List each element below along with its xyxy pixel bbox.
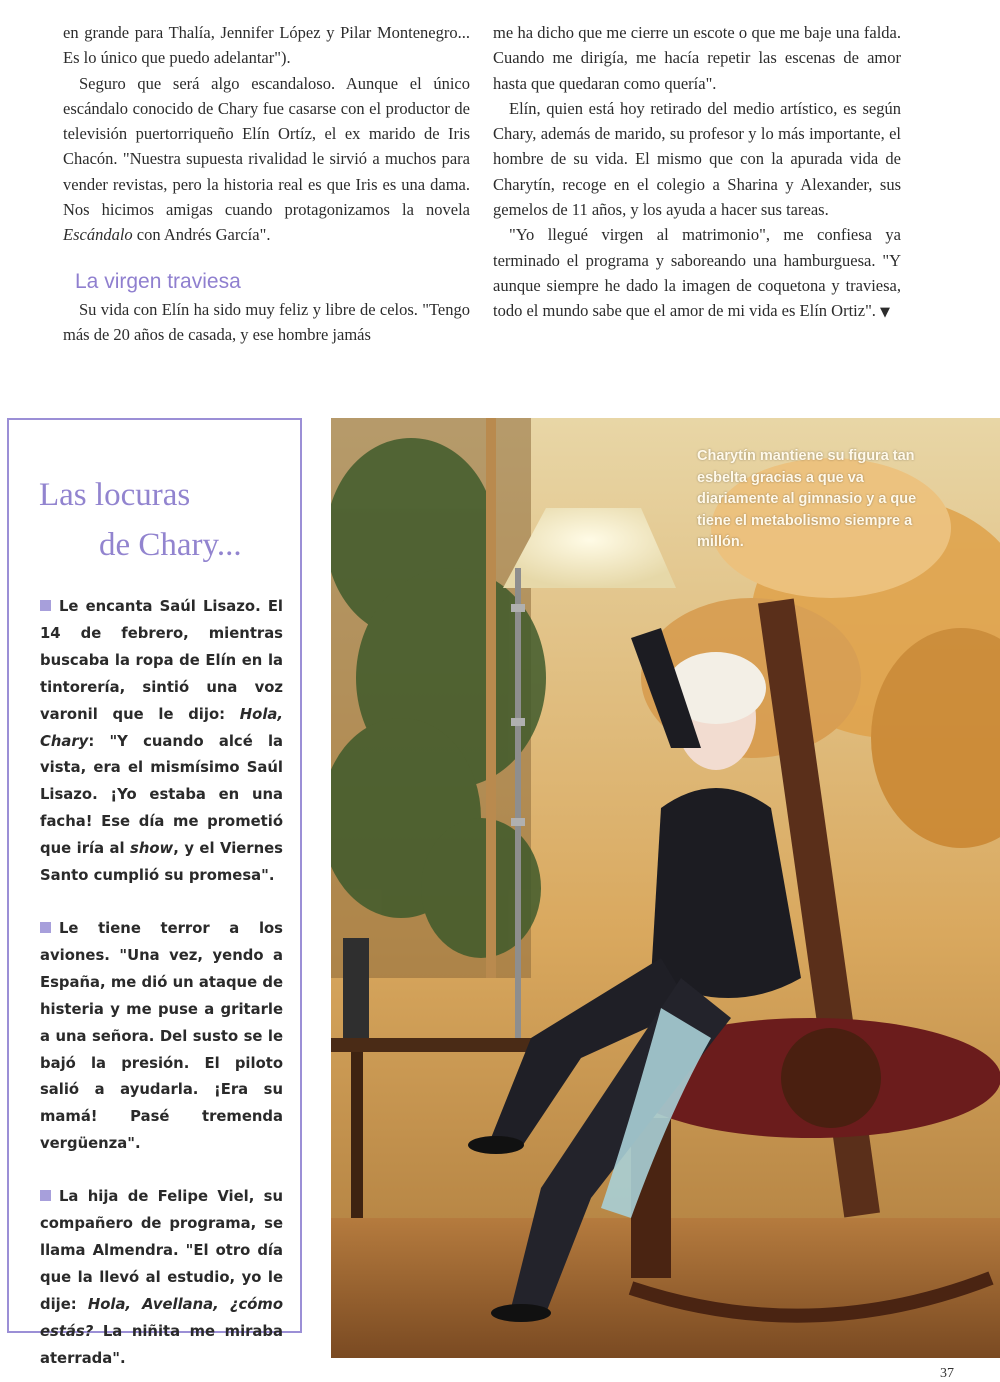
sidebar-item-quote: Hola, Avellana, ¿cómo estás? <box>40 1295 283 1340</box>
sidebar-title <box>39 470 300 570</box>
sidebar-item-text: La hija de Felipe Viel, su compañero de programa, se llama Almendra. "El otro día que la llevó al estudio, yo le dije: <box>40 1188 283 1313</box>
novel-title: Escándalo <box>63 225 133 245</box>
square-bullet-icon <box>40 922 51 933</box>
candle-holder <box>343 938 369 1038</box>
window-mullion <box>486 418 496 978</box>
article-paragraph: Elín, quien está hoy retirado del medio artístico, es según Chary, además de marido, su profesor y lo más importante, el hombre de su vida. El mismo que con la apurada vida de Charytín, recoge en el colegio a Sharina y Alexander, sus gemelos de 11 años, y los ayuda a hacer sus tareas. <box>493 98 901 220</box>
article-photo <box>331 418 1000 1358</box>
photo-illustration <box>331 418 1000 1358</box>
sidebar-item-text: : "Y cuando alcé la vista, era el mismísimo Saúl Lisazo. ¡Yo estaba en una facha! Ese día me prometió que iría al <box>40 732 283 858</box>
article-paragraph <box>63 71 470 248</box>
article-text: con Andrés García". <box>136 225 271 245</box>
square-bullet-icon <box>40 600 51 611</box>
end-of-article-icon: ▼ <box>879 305 890 321</box>
article-right-column <box>493 20 901 326</box>
photo-caption: Charytín mantiene su figura tan esbelta gracias a que va diariamente al gimnasio y a que tiene el metabolismo siempre a millón. <box>697 448 917 550</box>
lamp-pole <box>515 568 521 1048</box>
side-table <box>331 1038 551 1052</box>
sidebar-item-text: La niñita me miraba aterrada". <box>40 1322 283 1367</box>
sidebar-item-text: Le encanta Saúl Lisazo. El 14 de febrero, mientras buscaba la ropa de Elín en la tintorería, sintió una voz varonil que le dijo: <box>40 598 283 723</box>
sidebar-item-text: , y el Viernes Santo cumplió su promesa". <box>40 840 283 885</box>
article-paragraph: Su vida con Elín ha sido muy feliz y libre de celos. "Tengo más de 20 años de casada, y ese hombre jamás <box>63 299 470 344</box>
sidebar-item-quote: show <box>130 840 174 858</box>
sidebar-item <box>40 594 283 890</box>
sidebar-title-line: Las locuras <box>39 477 191 513</box>
sidebar-item <box>40 1184 283 1372</box>
article-text: Seguro que será algo escandaloso. Aunque el único escándalo conocido de Chary fue casarse con el productor de televisión puertorriqueño Elín Ortíz, el ex marido de Iris Chacón. "Nuestra supuesta rivalidad le sirvió a muchos para vender revistas, pero la historia real es que Iris es una dama. Nos hicimos amigas cuando protagonizamos la novela <box>63 73 470 220</box>
square-bullet-icon <box>40 1190 51 1201</box>
page-number: 37 <box>940 1366 954 1381</box>
sidebar-box <box>7 418 302 1367</box>
section-subheading: La virgen traviesa <box>75 269 241 293</box>
article-paragraph: en grande para Thalía, Jennifer López y Pilar Montenegro... Es lo único que puedo adelantar"). <box>63 23 470 68</box>
article-paragraph <box>493 222 901 325</box>
sidebar-item <box>40 916 283 1158</box>
article-left-column <box>63 20 470 347</box>
sidebar-title-line: de Chary... <box>99 527 242 563</box>
sidebar-item-quote: Hola, Chary <box>40 705 283 750</box>
sidebar-item-text: Le tiene terror a los aviones. "Una vez, yendo a España, me dió un ataque de histeria y me puse a gritarle a una señora. Del susto se le bajó la presión. El piloto salió a ayudarla. ¡Era su mamá! Pasé tremenda vergüenza". <box>40 919 283 1153</box>
article-paragraph: me ha dicho que me cierre un escote o que me baje una falda. Cuando me dirigía, me hacía repetir las escenas de amor hasta que quedaran como quería". <box>493 23 901 93</box>
article-text: "Yo llegué virgen al matrimonio", me confiesa ya terminado el programa y saboreando una hamburguesa. "Y aunque siempre he dado la imagen de coquetona y traviesa, todo el mundo sabe que el amor de mi vida es Elín Ortiz". <box>493 225 901 321</box>
